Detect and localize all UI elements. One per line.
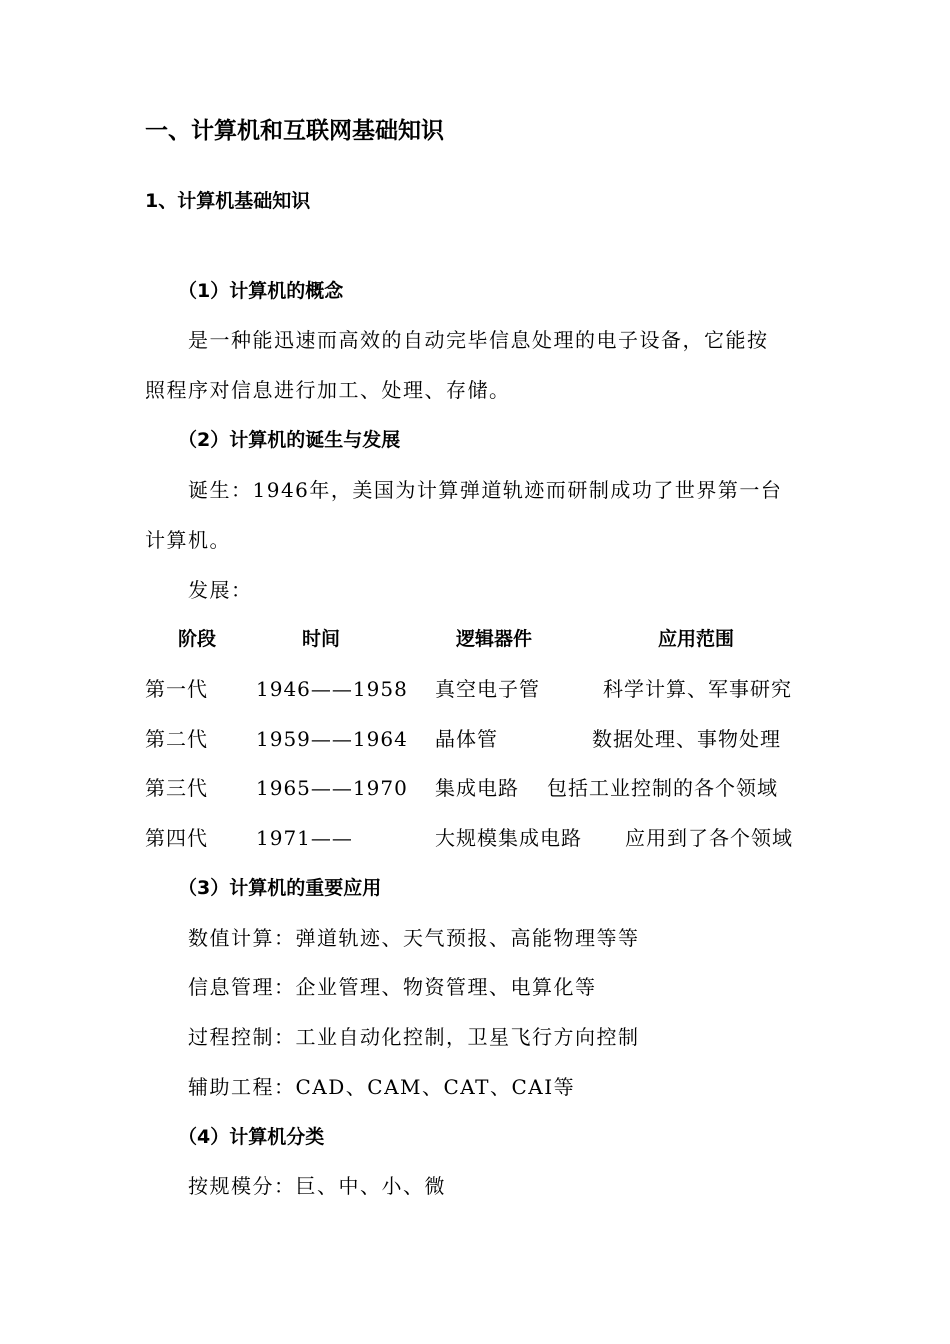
table-cell-stage: 第四代 [145, 826, 208, 850]
application-item-auxiliary: 辅助工程：CAD、CAM、CAT、CAI等 [188, 1075, 576, 1099]
section-1-para-line-1: 是一种能迅速而高效的自动完毕信息处理的电子设备，它能按 [188, 328, 769, 352]
classification-item-scale: 按规模分：巨、中、小、微 [188, 1174, 446, 1198]
table-cell-time: 1965——1970 [256, 776, 408, 800]
table-header-application: 应用范围 [658, 628, 735, 650]
table-cell-stage: 第一代 [145, 677, 208, 701]
section-2-title: （2）计算机的诞生与发展 [178, 429, 401, 451]
table-cell-time: 1959——1964 [256, 727, 408, 751]
table-cell-logic-device: 大规模集成电路 [435, 826, 582, 850]
sub-heading: 1、计算机基础知识 [145, 190, 311, 212]
table-cell-stage: 第三代 [145, 776, 208, 800]
table-cell-time: 1946——1958 [256, 677, 408, 701]
section-4-title: （4）计算机分类 [178, 1126, 325, 1148]
table-cell-logic-device: 集成电路 [435, 776, 519, 800]
section-1-para-line-2: 照程序对信息进行加工、处理、存储。 [145, 378, 511, 402]
section-1-title: （1）计算机的概念 [178, 280, 344, 302]
table-cell-application: 数据处理、事物处理 [592, 727, 781, 751]
application-item-process: 过程控制：工业自动化控制，卫星飞行方向控制 [188, 1025, 640, 1049]
table-header-stage: 阶段 [178, 628, 217, 650]
table-cell-application: 科学计算、军事研究 [603, 677, 792, 701]
table-cell-application: 包括工业控制的各个领域 [547, 776, 778, 800]
birth-line-2: 计算机。 [145, 528, 231, 552]
application-item-numeric: 数值计算：弹道轨迹、天气预报、高能物理等等 [188, 926, 640, 950]
application-item-information: 信息管理：企业管理、物资管理、电算化等 [188, 975, 597, 999]
table-cell-logic-device: 真空电子管 [435, 677, 540, 701]
table-cell-stage: 第二代 [145, 727, 208, 751]
table-header-time: 时间 [302, 628, 341, 650]
table-cell-logic-device: 晶体管 [435, 727, 498, 751]
main-heading: 一、计算机和互联网基础知识 [145, 118, 444, 144]
table-cell-time: 1971—— [256, 826, 353, 850]
development-label: 发展： [188, 578, 253, 602]
table-cell-application: 应用到了各个领域 [625, 826, 793, 850]
section-3-title: （3）计算机的重要应用 [178, 877, 382, 899]
birth-line-1: 诞生：1946年，美国为计算弹道轨迹而研制成功了世界第一台 [188, 478, 783, 502]
table-header-logic-device: 逻辑器件 [456, 628, 533, 650]
